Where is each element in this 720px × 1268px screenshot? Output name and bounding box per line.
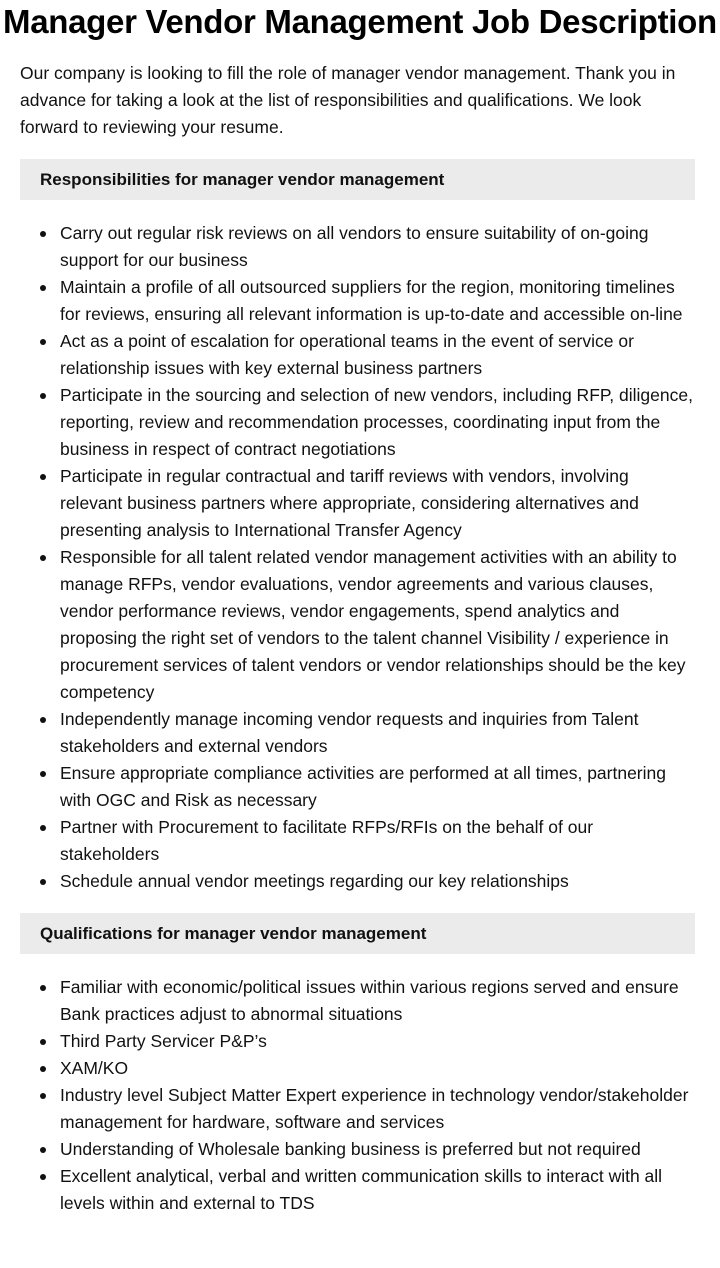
list-item-text: Understanding of Wholesale banking business is preferred but not required xyxy=(60,1139,641,1159)
list-item xyxy=(20,1163,695,1217)
bullet-icon xyxy=(40,985,46,991)
list-item-text: Responsible for all talent related vendor management activities with an ability to manage RFPs, vendor evaluations, vendor agreements and various clauses, vendor performance reviews, vendor engagements, spend analytics and proposing the right set of vendors to the talent channel Visibility / experience in procurement services of talent vendors or vendor relationships should be the key competency xyxy=(60,547,686,702)
bullet-icon xyxy=(40,1174,46,1180)
list-item xyxy=(20,328,695,382)
list-item-text: Maintain a profile of all outsourced suppliers for the region, monitoring timelines for reviews, ensuring all relevant information is up-to-date and accessible on-line xyxy=(60,277,683,324)
bullet-icon xyxy=(40,339,46,345)
list-item-text: XAM/KO xyxy=(60,1058,129,1078)
bullet-icon xyxy=(40,771,46,777)
job-description-body xyxy=(20,60,695,1235)
bullet-icon xyxy=(40,717,46,723)
responsibilities-list xyxy=(20,200,695,913)
list-item xyxy=(20,274,695,328)
list-item xyxy=(20,974,695,1028)
list-item-text: Schedule annual vendor meetings regarding our key relationships xyxy=(60,871,569,891)
bullet-icon xyxy=(40,1093,46,1099)
list-item-text: Industry level Subject Matter Expert experience in technology vendor/stakeholder management for hardware, software and services xyxy=(60,1085,689,1132)
list-item-text: Ensure appropriate compliance activities are performed at all times, partnering with OGC and Risk as necessary xyxy=(60,763,666,810)
responsibilities-heading: Responsibilities for manager vendor management xyxy=(20,159,695,200)
bullet-icon xyxy=(40,1147,46,1153)
qualifications-list xyxy=(20,954,695,1235)
bullet-icon xyxy=(40,879,46,885)
list-item-text: Familiar with economic/political issues within various regions served and ensure Bank practices adjust to abnormal situations xyxy=(60,977,679,1024)
bullet-icon xyxy=(40,555,46,561)
bullet-icon xyxy=(40,1066,46,1072)
list-item xyxy=(20,1055,695,1082)
intro-paragraph: Our company is looking to fill the role of manager vendor management. Thank you in advance for taking a look at the list of responsibilities and qualifications. We look forward to reviewing your resume. xyxy=(20,63,676,137)
bullet-icon xyxy=(40,1039,46,1045)
list-item xyxy=(20,868,695,895)
qualifications-heading: Qualifications for manager vendor management xyxy=(20,913,695,954)
bullet-icon xyxy=(40,285,46,291)
list-item-text: Carry out regular risk reviews on all vendors to ensure suitability of on-going support for our business xyxy=(60,223,649,270)
list-item-text: Partner with Procurement to facilitate RFPs/RFIs on the behalf of our stakeholders xyxy=(60,817,594,864)
bullet-icon xyxy=(40,825,46,831)
list-item xyxy=(20,760,695,814)
bullet-icon xyxy=(40,393,46,399)
list-item-text: Act as a point of escalation for operational teams in the event of service or relationship issues with key external business partners xyxy=(60,331,634,378)
list-item xyxy=(20,382,695,463)
list-item xyxy=(20,706,695,760)
list-item-text: Excellent analytical, verbal and written communication skills to interact with all levels within and external to TDS xyxy=(60,1166,663,1213)
bullet-icon xyxy=(40,474,46,480)
list-item xyxy=(20,814,695,868)
list-item xyxy=(20,1028,695,1055)
list-item-text: Participate in the sourcing and selection of new vendors, including RFP, diligence, reporting, review and recommendation processes, coordinating input from the business in respect of contract negotiations xyxy=(60,385,693,459)
list-item xyxy=(20,220,695,274)
list-item-text: Independently manage incoming vendor requests and inquiries from Talent stakeholders and external vendors xyxy=(60,709,639,756)
list-item-text: Participate in regular contractual and tariff reviews with vendors, involving relevant business partners where appropriate, considering alternatives and presenting analysis to International Transfer Agency xyxy=(60,466,639,540)
page-title: Manager Vendor Management Job Description xyxy=(3,3,717,40)
bullet-icon xyxy=(40,231,46,237)
list-item xyxy=(20,463,695,544)
list-item xyxy=(20,1082,695,1136)
list-item-text: Third Party Servicer P&P’s xyxy=(60,1031,267,1051)
list-item xyxy=(20,1136,695,1163)
list-item xyxy=(20,544,695,706)
